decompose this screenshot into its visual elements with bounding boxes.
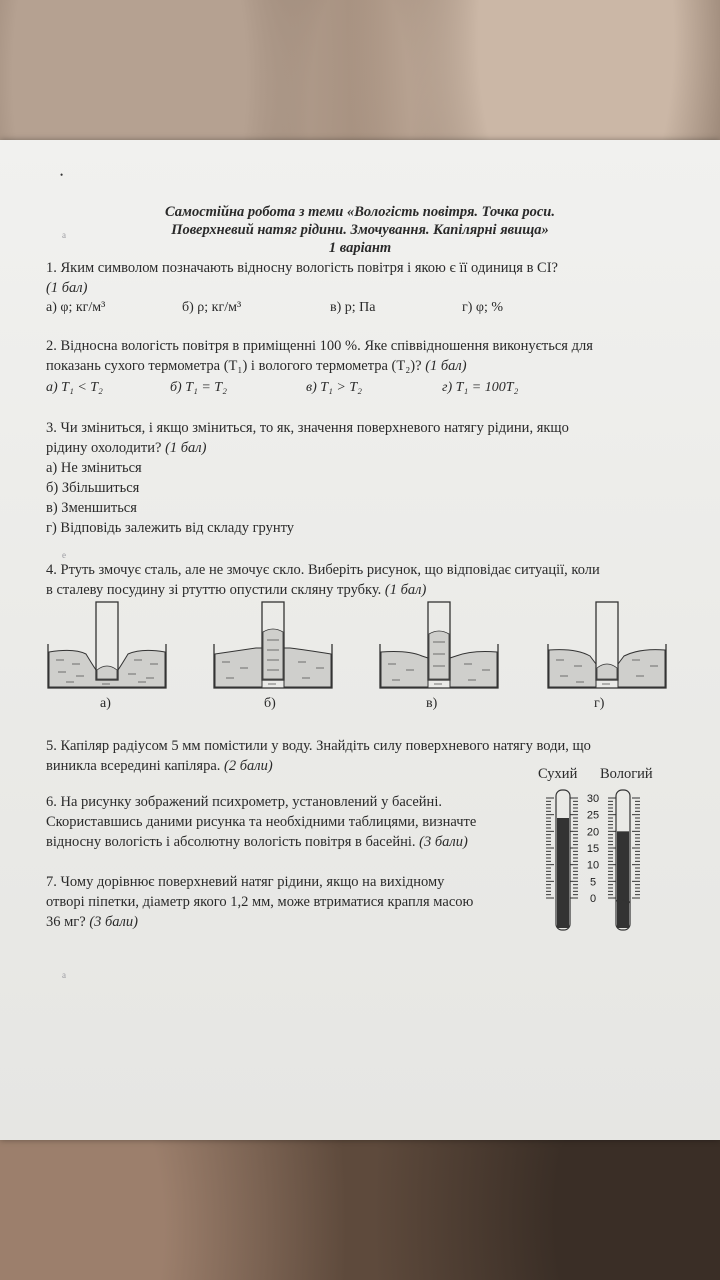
scale-label-15: 15 <box>586 843 600 855</box>
q2-option-b: б) T₁ = T₂ <box>170 380 227 395</box>
q7-line-1: 7. Чому дорівнює поверхневий натяг рідини, якщо на вихідному <box>46 874 445 890</box>
beaker-figure-d <box>546 598 670 692</box>
beaker-figure-a <box>46 598 170 692</box>
q6-points: (3 бали) <box>419 834 468 850</box>
q7-line-3-text: 36 мг? <box>46 914 86 930</box>
scale-label-0: 0 <box>589 893 597 905</box>
q3-option-a: а) Не зміниться <box>46 460 142 476</box>
q4-line-1: 4. Ртуть змочує сталь, але не змочує скло. Виберіть рисунок, що відповідає ситуації, коли <box>46 562 600 578</box>
q2-line-1: 2. Відносна вологість повітря в приміщенні 100 %. Яке співвідношення виконується для <box>46 338 593 354</box>
dry-thermometer-label: Сухий <box>538 766 578 782</box>
title-line-2: Поверхневий натяг рідини. Змочування. Капілярні явища» <box>171 222 549 238</box>
q2-line-2 <box>46 358 467 375</box>
q1-option-c: в) p; Па <box>330 300 376 315</box>
figure-label-a: а) <box>100 696 111 711</box>
q2-points: (1 бал) <box>425 358 467 374</box>
q7-line-2: отворі піпетки, діаметр якого 1,2 мм, може втриматися крапля масою <box>46 894 474 910</box>
q5-line-2-text: виникла всередині капіляра. <box>46 758 221 774</box>
scale-label-20: 20 <box>586 826 600 839</box>
q2-option-d: г) T₁ = 100T₂ <box>442 380 519 395</box>
q2-option-a: а) T₁ < T₂ <box>46 380 103 395</box>
q3-points: (1 бал) <box>165 440 207 456</box>
q4-points: (1 бал) <box>384 582 427 598</box>
q2-line-2-text: показань сухого термометра (T₁) і вологого термометра (T₂)? <box>46 358 422 374</box>
q1-option-a: а) φ; кг/м³ <box>46 300 106 315</box>
q6-line-3-text: відносну вологість і абсолютну вологість повітря в басейні. <box>46 834 416 850</box>
q1-text: 1. Яким символом позначають відносну вологість повітря і якою є її одиниця в СІ? <box>46 260 558 276</box>
figure-label-d: г) <box>594 696 605 711</box>
q2-option-c: в) T₁ > T₂ <box>306 380 362 395</box>
scale-labels <box>587 793 599 905</box>
q3-line-2-text: рідину охолодити? <box>46 440 162 456</box>
q3-line-1: 3. Чи зміниться, і якщо зміниться, то як, значення поверхневого натягу рідини, якщо <box>46 420 569 436</box>
q7-points: (3 бали) <box>89 914 138 930</box>
q7-line-3 <box>46 914 138 931</box>
margin-dot: • <box>60 170 64 180</box>
q1-option-d: г) φ; % <box>462 300 504 315</box>
q3-option-b: б) Збільшиться <box>46 480 140 496</box>
dry-mercury-column <box>557 818 569 928</box>
margin-mark: a <box>62 970 66 980</box>
q5-line-2 <box>46 758 273 775</box>
q6-line-2: Скориставшись даними рисунка та необхідними таблицями, визначте <box>46 814 477 830</box>
q6-line-1: 6. На рисунку зображений психрометр, установлений у басейні. <box>46 794 442 810</box>
worksheet-page <box>0 140 720 1140</box>
margin-mark: e <box>62 550 66 560</box>
beaker-figure-c <box>378 598 502 692</box>
q3-option-d: г) Відповідь залежить від складу грунту <box>46 520 294 536</box>
wet-thermometer-label: Вологий <box>600 766 653 782</box>
q1-points: (1 бал) <box>46 280 88 296</box>
scale-label-25: 25 <box>586 809 600 822</box>
q4-line-2-text: в сталеву посудину зі ртуттю опустили скляну трубку. <box>46 582 382 598</box>
q5-line-1: 5. Капіляр радіусом 5 мм помістили у воду. Знайдіть силу поверхневого натягу води, що <box>46 738 591 754</box>
figure-label-b: б) <box>264 696 276 711</box>
q3-line-2 <box>46 440 206 457</box>
figure-label-c: в) <box>426 696 438 711</box>
beaker-figure-b <box>212 598 336 692</box>
psychrometer-figure <box>546 788 658 938</box>
scale-label-30: 30 <box>586 793 600 805</box>
q1-option-b: б) ρ; кг/м³ <box>182 300 242 315</box>
scale-label-10: 10 <box>586 859 600 872</box>
scale-label-5: 5 <box>589 876 597 889</box>
title-line-1: Самостійна робота з теми «Вологість повітря. Точка роси. <box>165 204 555 220</box>
q3-option-c: в) Зменшиться <box>46 500 137 516</box>
q4-line-2 <box>46 582 426 599</box>
variant-label: 1 варіант <box>328 240 392 256</box>
q6-line-3 <box>46 834 468 851</box>
q5-points: (2 бали) <box>224 758 273 774</box>
margin-mark: a <box>62 230 66 240</box>
wet-mercury-column <box>617 831 629 928</box>
